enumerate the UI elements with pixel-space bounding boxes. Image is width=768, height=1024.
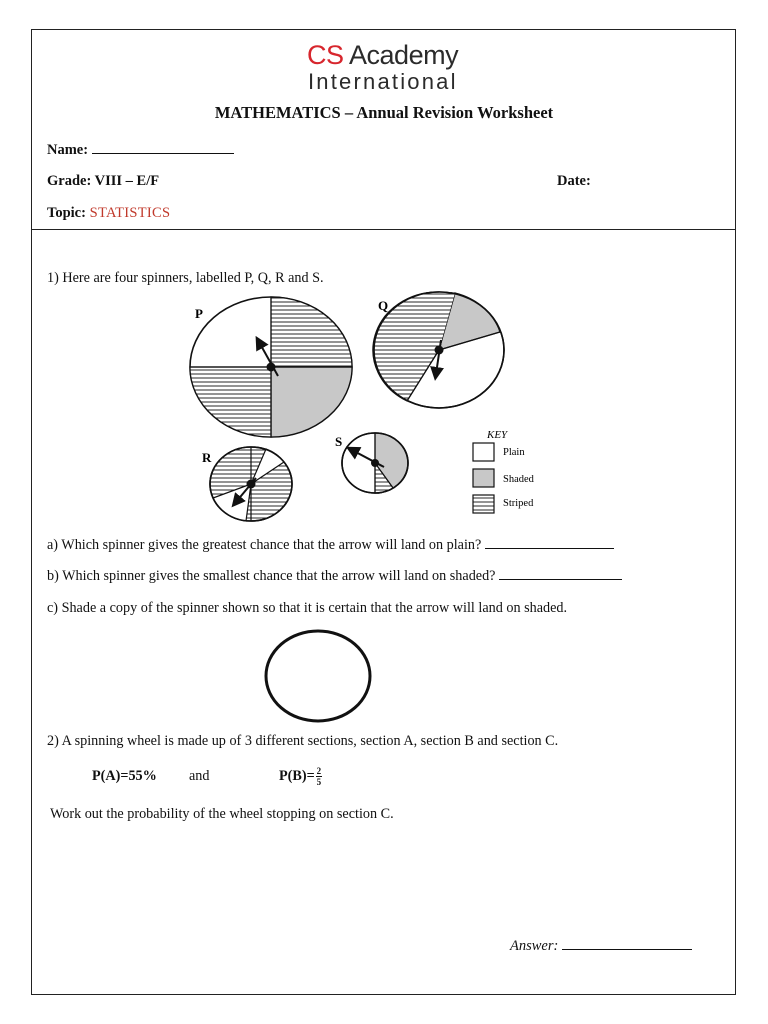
spinner-q-label: Q <box>378 298 389 313</box>
key-title: KEY <box>487 429 508 441</box>
q2-pb <box>279 766 322 787</box>
grade-label: Grade: VIII – E/F <box>47 173 160 189</box>
q1b-answer-blank[interactable] <box>499 567 622 580</box>
spinner-key <box>473 429 535 513</box>
logo-international: International <box>308 69 458 94</box>
q2-pb-label: P(B)= <box>279 767 315 784</box>
key-plain-label: Plain <box>503 447 525 458</box>
answer-label: Answer: <box>510 938 559 954</box>
logo-academy: Academy <box>349 40 459 70</box>
q2-pa: P(A)=55% <box>92 768 157 784</box>
logo-cs: CS <box>307 40 344 70</box>
q2-and: and <box>189 768 210 784</box>
name-label: Name: <box>47 142 89 158</box>
fraction-numerator: 2 <box>316 766 322 776</box>
key-shaded-label: Shaded <box>503 474 534 485</box>
blank-spinner[interactable] <box>266 631 370 721</box>
fraction-denominator: 5 <box>316 777 322 787</box>
q2-task: Work out the probability of the wheel stopping on section C. <box>50 806 394 822</box>
q1b-text: b) Which spinner gives the smallest chance that the arrow will land on shaded? <box>47 568 496 584</box>
q1a <box>47 536 614 554</box>
key-striped-label: Striped <box>503 498 534 509</box>
worksheet-title: MATHEMATICS – Annual Revision Worksheet <box>214 103 554 122</box>
spinner-r-label: R <box>202 450 212 465</box>
q1-intro: 1) Here are four spinners, labelled P, Q, R and S. <box>47 270 324 286</box>
q1b <box>47 567 622 585</box>
q2-intro: 2) A spinning wheel is made up of 3 different sections, section A, section B and section C. <box>47 733 559 749</box>
q1a-answer-blank[interactable] <box>485 536 614 549</box>
topic-value: STATISTICS <box>89 205 171 221</box>
q2-answer <box>510 937 692 955</box>
spinner-s <box>335 433 408 493</box>
key-plain-swatch <box>473 443 494 461</box>
spinner-s-label: S <box>335 434 343 449</box>
q2-answer-blank[interactable] <box>562 937 692 950</box>
spinner-q <box>373 292 504 408</box>
q1a-text: a) Which spinner gives the greatest chance that the arrow will land on plain? <box>47 537 482 553</box>
key-shaded-swatch <box>473 469 494 487</box>
q1c: c) Shade a copy of the spinner shown so that it is certain that the arrow will land on shaded. <box>47 600 568 616</box>
spinner-p-label: P <box>195 306 203 321</box>
spinner-p <box>190 297 352 437</box>
key-striped-swatch <box>473 495 494 513</box>
q2-pb-fraction <box>316 766 323 787</box>
date-label: Date: <box>557 173 591 189</box>
spinner-r <box>202 447 292 521</box>
topic-label: Topic: <box>47 205 86 221</box>
